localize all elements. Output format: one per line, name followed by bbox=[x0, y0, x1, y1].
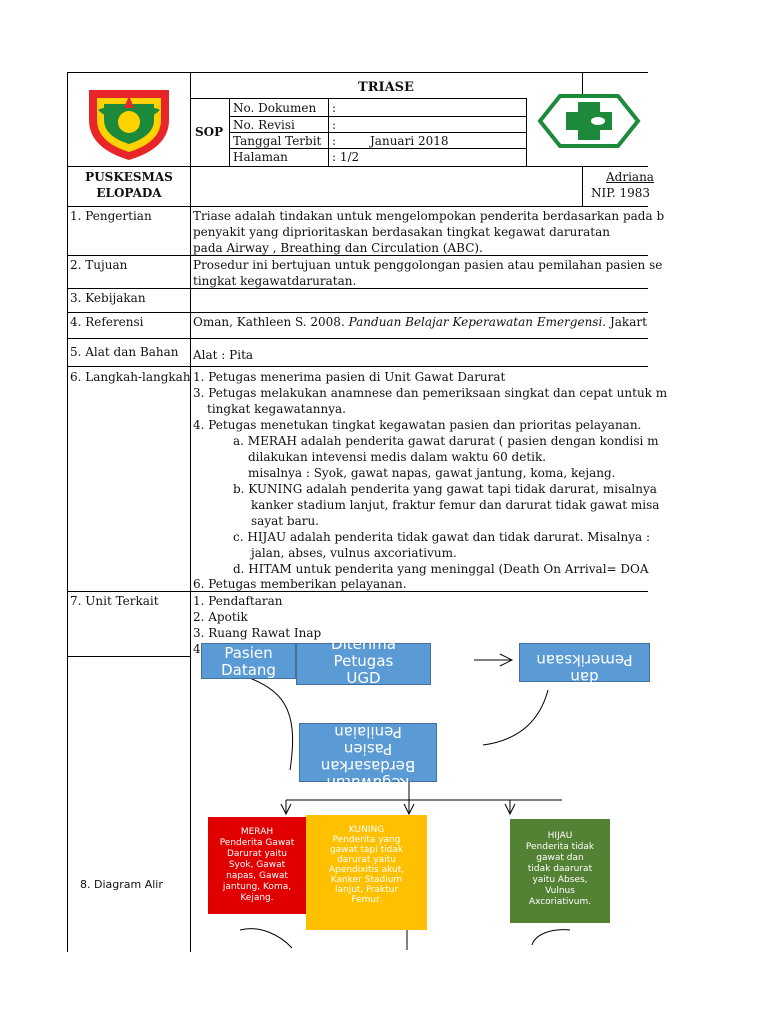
referensi-book-title: Panduan Belajar Keperawatan Emergensi. bbox=[348, 315, 607, 329]
flow-box-kuning bbox=[306, 815, 427, 930]
flow-box-line: Apendixitis akut, bbox=[328, 865, 405, 875]
flow-box-line: lanjut, Fraktur bbox=[334, 885, 399, 895]
alat-text: Alat : Pita bbox=[193, 348, 254, 362]
langkah-step: tingkat kegawatannya. bbox=[207, 402, 346, 416]
flow-box-merah bbox=[208, 817, 306, 914]
org-name-line2: ELOPADA bbox=[96, 186, 162, 200]
referensi-author-text: Oman, Kathleen S. 2008. bbox=[193, 315, 345, 329]
langkah-step: jalan, abses, vulnus axcoriativum. bbox=[251, 546, 457, 560]
issue-date-value: Januari 2018 bbox=[370, 134, 449, 148]
flow-box-line: Petugas bbox=[333, 652, 394, 670]
section-alat-label: 5. Alat dan Bahan bbox=[70, 345, 179, 359]
flow-box-line: HIJAU bbox=[547, 831, 573, 841]
unit-item: 1. Pendaftaran bbox=[193, 594, 283, 608]
flow-box-line: Penderita tidak bbox=[525, 842, 595, 852]
flow-box-line: Kanker Stadium bbox=[330, 875, 403, 885]
flow-box-line: MERAH bbox=[240, 827, 274, 837]
revision-value: : bbox=[332, 118, 337, 132]
langkah-step: c. HIJAU adalah penderita tidak gawat dan tidak darurat. Misalnya : bbox=[233, 530, 651, 544]
section-referensi-label: 4. Referensi bbox=[70, 315, 144, 329]
section-kebijakan-label: 3. Kebijakan bbox=[70, 291, 146, 305]
langkah-step: misalnya : Syok, gawat napas, gawat jantung, koma, kejang. bbox=[248, 466, 616, 480]
flow-box-line: napas, Gawat bbox=[226, 871, 288, 881]
flow-box-pemeriksaan bbox=[519, 643, 650, 686]
flow-box-line: Pasien bbox=[343, 740, 393, 758]
signer-nip: NIP. 1983 bbox=[591, 186, 651, 200]
flow-box-line: gawat dan bbox=[536, 853, 584, 863]
flow-box-line: Syok, Gawat bbox=[228, 860, 286, 870]
flow-box-line: UGD bbox=[346, 669, 381, 687]
flow-box-line: darurat yaitu bbox=[337, 855, 396, 865]
flow-box-line: KUNING bbox=[348, 825, 385, 835]
unit-item: 2. Apotik bbox=[193, 610, 248, 624]
sop-label: SOP bbox=[195, 125, 224, 139]
flow-box-line: jantung, Koma, bbox=[222, 882, 292, 892]
org-name-line1: PUSKESMAS bbox=[85, 170, 173, 184]
flow-box-line: Pemeriksaan bbox=[536, 651, 633, 669]
doc-number-value: : bbox=[332, 101, 337, 115]
referensi-city: Jakart bbox=[609, 315, 647, 329]
flow-box-line: Penderita yang bbox=[332, 835, 401, 845]
flow-box-line: Penilaian bbox=[334, 723, 402, 741]
pengertian-text: Triase adalah tindakan untuk mengelompokan penderita berdasarkan pada b bbox=[193, 209, 665, 223]
page-title: TRIASE bbox=[358, 80, 414, 95]
page-label: Halaman bbox=[233, 150, 288, 164]
flow-box-hijau bbox=[510, 819, 610, 923]
flow-box-pasien-datang bbox=[201, 643, 296, 679]
flow-box-line: Diterima bbox=[331, 635, 396, 653]
langkah-step: a. MERAH adalah penderita gawat darurat ( pasien dengan kondisi m bbox=[233, 434, 659, 448]
flow-box-line: dan bbox=[570, 668, 599, 686]
doc-number-label: No. Dokumen bbox=[233, 101, 317, 115]
flow-box-line: Berdasarkan bbox=[320, 757, 416, 775]
section-tujuan-label: 2. Tujuan bbox=[70, 258, 128, 272]
flow-box-line: tidak daarurat bbox=[527, 864, 593, 874]
section-diagram-label: 8. Diagram Alir bbox=[80, 878, 163, 891]
section-langkah-label: 6. Langkah-langkah bbox=[70, 370, 191, 384]
flow-box-diterima bbox=[296, 635, 431, 687]
issue-date-label: Tanggal Terbit bbox=[233, 134, 322, 148]
flow-box-line: Femur. bbox=[351, 895, 382, 905]
flow-box-line: yaitu Abses, bbox=[532, 875, 588, 885]
flow-box-line: Kegawatan bbox=[326, 774, 410, 792]
unit-item: 3. Ruang Rawat Inap bbox=[193, 626, 322, 640]
flow-box-line: Datang bbox=[221, 661, 276, 679]
flow-box-line: gawat tapi tidak bbox=[329, 845, 404, 855]
page-value: : 1/2 bbox=[332, 150, 360, 164]
unit-item: 4 bbox=[193, 642, 201, 656]
langkah-step: d. HITAM untuk penderita yang meninggal (Death On Arrival= DOA bbox=[233, 562, 649, 576]
flow-box-line: Axcoriativum. bbox=[528, 897, 592, 907]
langkah-step: dilakukan intevensi medis dalam waktu 60 detik. bbox=[248, 450, 547, 464]
issue-date-colon: : bbox=[332, 134, 337, 148]
section-pengertian-label: 1. Pengertian bbox=[70, 209, 152, 223]
flow-box-line: Darurat yaitu bbox=[226, 849, 288, 859]
langkah-step: 6. Petugas memberikan pelayanan. bbox=[193, 577, 407, 591]
tujuan-text: tingkat kegawatdaruratan. bbox=[193, 274, 357, 288]
section-unit-label: 7. Unit Terkait bbox=[70, 594, 159, 608]
langkah-step: sayat baru. bbox=[251, 514, 319, 528]
langkah-step: 1. Petugas menerima pasien di Unit Gawat Darurat bbox=[193, 370, 506, 384]
revision-label: No. Revisi bbox=[233, 118, 295, 132]
tujuan-text: Prosedur ini bertujuan untuk penggolongan pasien atau pemilahan pasien se bbox=[193, 258, 663, 272]
flow-box-line: Vulnus bbox=[545, 886, 575, 896]
pengertian-text: pada Airway , Breathing dan Circulation (ABC). bbox=[193, 241, 483, 255]
langkah-step: 3. Petugas melakukan anamnese dan pemeriksaan singkat dan cepat untuk m bbox=[193, 386, 668, 400]
flow-box-penilaian bbox=[299, 723, 437, 792]
signer-name: Adriana bbox=[606, 170, 654, 184]
langkah-step: 4. Petugas menetukan tingkat kegawatan pasien dan prioritas pelayanan. bbox=[193, 418, 642, 432]
flow-box-line: Penderita Gawat bbox=[219, 838, 295, 848]
langkah-step: kanker stadium lanjut, fraktur femur dan darurat tidak gawat misa bbox=[251, 498, 660, 512]
flow-box-line: Kejang. bbox=[240, 893, 274, 903]
pengertian-text: penyakit yang diprioritaskan berdasakan tingkat kegawat daruratan bbox=[193, 225, 610, 239]
flow-box-line: Pasien bbox=[224, 644, 273, 662]
langkah-step: b. KUNING adalah penderita yang gawat tapi tidak darurat, misalnya bbox=[233, 482, 657, 496]
